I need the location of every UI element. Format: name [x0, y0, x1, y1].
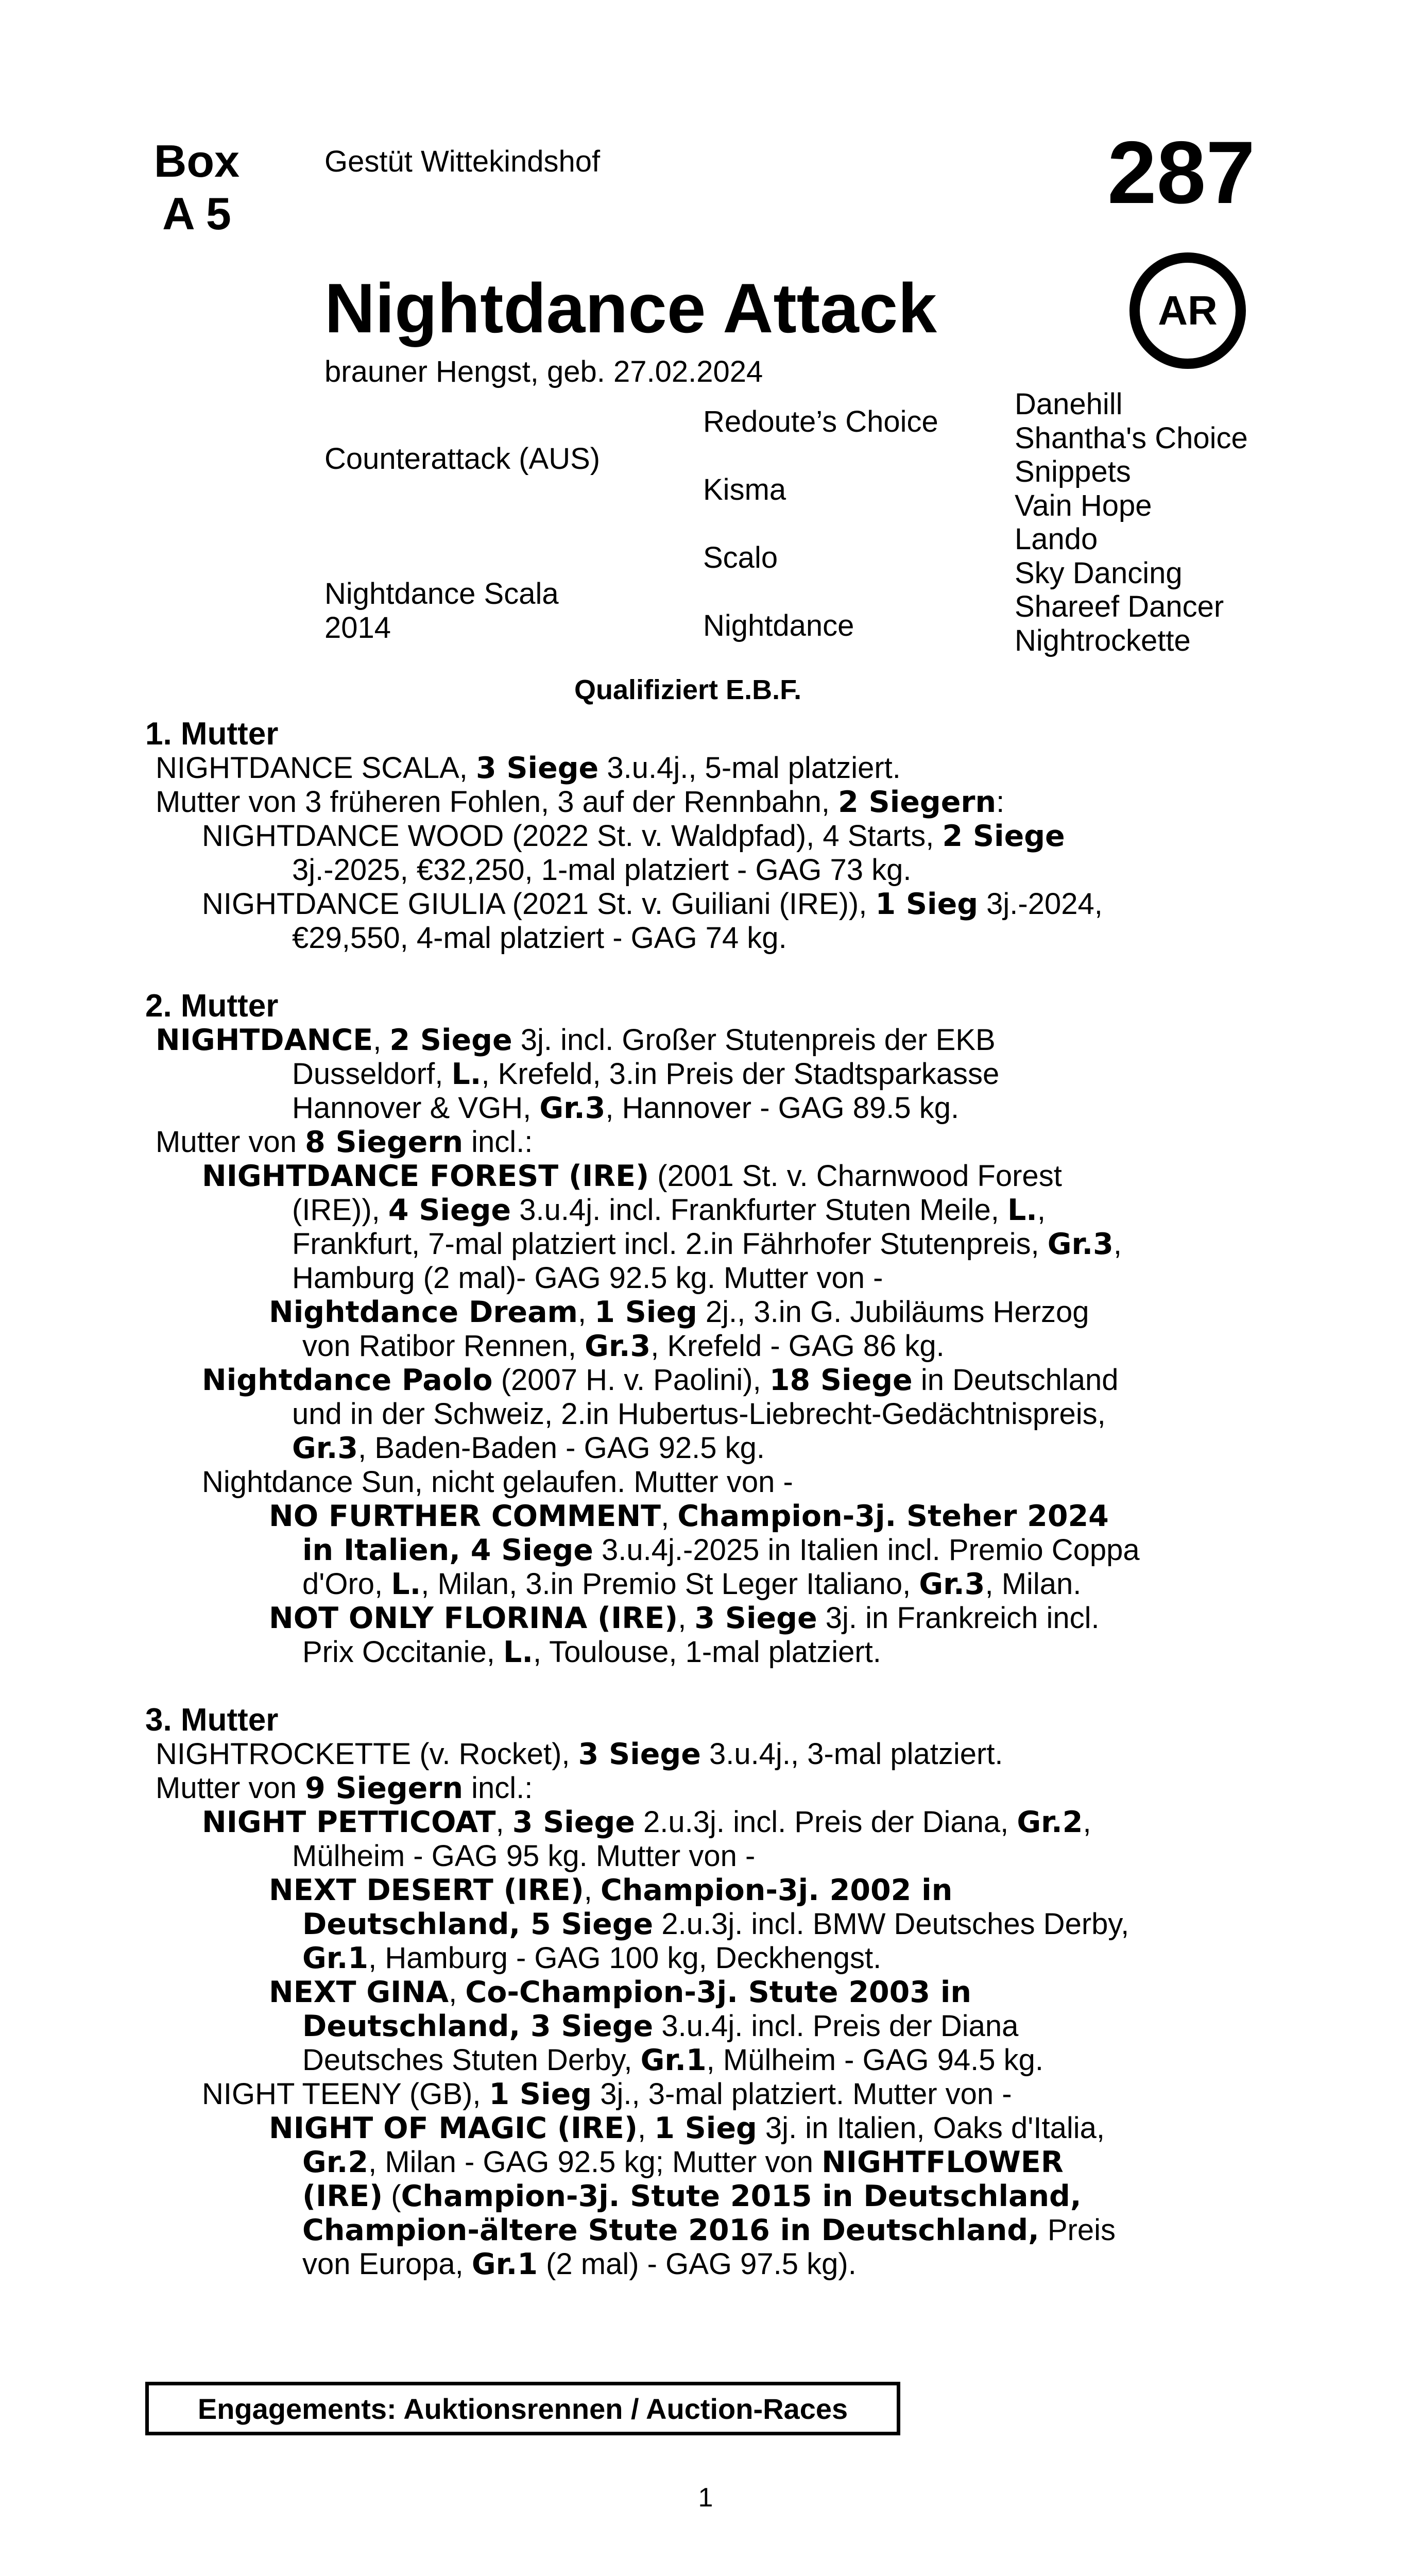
family-record — [145, 717, 1266, 2281]
record-line: NIGHT PETTICOAT, 3 Siege 2.u.3j. incl. Preis der Diana, Gr.2, — [202, 1805, 1091, 1839]
record-line: 3j.-2025, €32,250, 1-mal platziert - GAG 73 kg. — [292, 853, 912, 887]
record-line: Prix Occitanie, L., Toulouse, 1-mal platziert. — [302, 1635, 881, 1669]
ar-badge — [1129, 252, 1246, 369]
pedigree-gen3-item: Snippets — [1015, 455, 1131, 488]
lot-number: 287 — [1107, 123, 1255, 222]
pedigree-gen3-item: Nightrockette — [1015, 623, 1191, 657]
record-line: Nightdance Paolo (2007 H. v. Paolini), 18 Siege in Deutschland — [202, 1363, 1119, 1397]
record-line: und in der Schweiz, 2.in Hubertus-Liebrecht-Gedächtnispreis, — [292, 1397, 1106, 1431]
record-line: Dusseldorf, L., Krefeld, 3.in Preis der Stadtsparkasse — [292, 1057, 1000, 1091]
record-line: NIGHTDANCE GIULIA (2021 St. v. Guiliani (IRE)), 1 Sieg 3j.-2024, — [202, 887, 1103, 921]
pedigree-gen3 — [1015, 387, 1248, 657]
record-line: Hamburg (2 mal)- GAG 92.5 kg. Mutter von - — [292, 1261, 883, 1295]
record-line: von Ratibor Rennen, Gr.3, Krefeld - GAG 86 kg. — [302, 1329, 945, 1363]
record-line: NIGHTDANCE FOREST (IRE) (2001 St. v. Charnwood Forest — [202, 1159, 1062, 1193]
pedigree-dam-name: Nightdance Scala — [324, 577, 559, 611]
record-line: €29,550, 4-mal platziert - GAG 74 kg. — [292, 921, 787, 955]
pedigree-sire: Counterattack (AUS) — [324, 442, 601, 476]
section-title-dam2: 2. Mutter — [145, 988, 279, 1024]
section-title-dam1: 1. Mutter — [145, 716, 279, 752]
pedigree-gen3-item: Sky Dancing — [1015, 556, 1183, 590]
section-title-dam3: 3. Mutter — [145, 1702, 279, 1738]
record-line: Mutter von 9 Siegern incl.: — [156, 1771, 533, 1805]
horse-name: Nightdance Attack — [324, 269, 937, 347]
record-line: NIGHTDANCE, 2 Siege 3j. incl. Großer Stutenpreis der EKB — [156, 1023, 996, 1057]
record-line: NIGHT OF MAGIC (IRE), 1 Sieg 3j. in Italien, Oaks d'Italia, — [269, 2111, 1105, 2145]
record-line: Nightdance Sun, nicht gelaufen. Mutter von - — [202, 1465, 793, 1499]
pedigree-gen2-3: Nightdance — [703, 609, 854, 642]
pedigree-gen2-1: Kisma — [703, 473, 786, 506]
horse-description: brauner Hengst, geb. 27.02.2024 — [324, 355, 763, 388]
record-line: von Europa, Gr.1 (2 mal) - GAG 97.5 kg). — [302, 2247, 857, 2281]
qualification: Qualifiziert E.B.F. — [574, 674, 802, 705]
record-line: NO FURTHER COMMENT, Champion-3j. Steher 2024 — [269, 1499, 1109, 1533]
pedigree-dam — [324, 577, 559, 645]
record-line: Deutschland, 5 Siege 2.u.3j. incl. BMW Deutsches Derby, — [302, 1907, 1129, 1941]
record-line: d'Oro, L., Milan, 3.in Premio St Leger Italiano, Gr.3, Milan. — [302, 1567, 1082, 1601]
engagements-text: Engagements: Auktionsrennen / Auction-Races — [197, 2392, 848, 2425]
record-line: (IRE)), 4 Siege 3.u.4j. incl. Frankfurter Stuten Meile, L., — [292, 1193, 1046, 1227]
record-line: NOT ONLY FLORINA (IRE), 3 Siege 3j. in Frankreich incl. — [269, 1601, 1100, 1635]
record-line: Mülheim - GAG 95 kg. Mutter von - — [292, 1839, 756, 1873]
pedigree-gen3-item: Shareef Dancer — [1015, 590, 1224, 623]
record-line: Champion-ältere Stute 2016 in Deutschland, Preis — [302, 2213, 1116, 2247]
record-line: NEXT GINA, Co-Champion-3j. Stute 2003 in — [269, 1975, 971, 2009]
record-line: Gr.1, Hamburg - GAG 100 kg, Deckhengst. — [302, 1941, 882, 1975]
page-number: 1 — [698, 2483, 713, 2513]
record-line: NIGHT TEENY (GB), 1 Sieg 3j., 3-mal platziert. Mutter von - — [202, 2077, 1012, 2111]
pedigree-gen3-item: Danehill — [1015, 387, 1123, 421]
record-line: Frankfurt, 7-mal platziert incl. 2.in Fährhofer Stutenpreis, Gr.3, — [292, 1227, 1122, 1261]
record-line: NIGHTDANCE SCALA, 3 Siege 3.u.4j., 5-mal platziert. — [156, 751, 901, 785]
ar-badge-text: AR — [1158, 287, 1218, 333]
pedigree-gen3-item: Vain Hope — [1015, 488, 1152, 522]
record-line: Deutsches Stuten Derby, Gr.1, Mülheim - GAG 94.5 kg. — [302, 2043, 1044, 2077]
record-line: Hannover & VGH, Gr.3, Hannover - GAG 89.5 kg. — [292, 1091, 960, 1125]
record-line: Deutschland, 3 Siege 3.u.4j. incl. Preis der Diana — [302, 2009, 1019, 2043]
record-line: NEXT DESERT (IRE), Champion-3j. 2002 in — [269, 1873, 953, 1907]
record-line: Mutter von 8 Siegern incl.: — [156, 1125, 533, 1159]
box-line-2: A 5 — [162, 188, 231, 239]
record-line: (IRE) (Champion-3j. Stute 2015 in Deutschland, — [302, 2179, 1082, 2213]
box-label — [145, 135, 248, 240]
pedigree-gen3-item: Shantha's Choice — [1015, 421, 1248, 455]
pedigree-gen2-0: Redoute’s Choice — [703, 405, 938, 438]
record-line: NIGHTDANCE WOOD (2022 St. v. Waldpfad), 4 Starts, 2 Siege — [202, 819, 1065, 853]
record-line: in Italien, 4 Siege 3.u.4j.-2025 in Italien incl. Premio Coppa — [302, 1533, 1140, 1567]
pedigree-gen2-2: Scalo — [703, 541, 778, 574]
box-line-1: Box — [153, 135, 240, 187]
record-line: Mutter von 3 früheren Fohlen, 3 auf der Rennbahn, 2 Siegern: — [156, 785, 1005, 819]
record-line: Gr.2, Milan - GAG 92.5 kg; Mutter von NIGHTFLOWER — [302, 2145, 1064, 2179]
pedigree-dam-year: 2014 — [324, 611, 391, 645]
record-line: Nightdance Dream, 1 Sieg 2j., 3.in G. Jubiläums Herzog — [269, 1295, 1089, 1329]
breeder: Gestüt Wittekindshof — [324, 145, 601, 178]
record-line: NIGHTROCKETTE (v. Rocket), 3 Siege 3.u.4j., 3-mal platziert. — [156, 1737, 1003, 1771]
pedigree-gen3-item: Lando — [1015, 522, 1098, 556]
engagements-box — [145, 2382, 900, 2435]
record-line: Gr.3, Baden-Baden - GAG 92.5 kg. — [292, 1431, 765, 1465]
